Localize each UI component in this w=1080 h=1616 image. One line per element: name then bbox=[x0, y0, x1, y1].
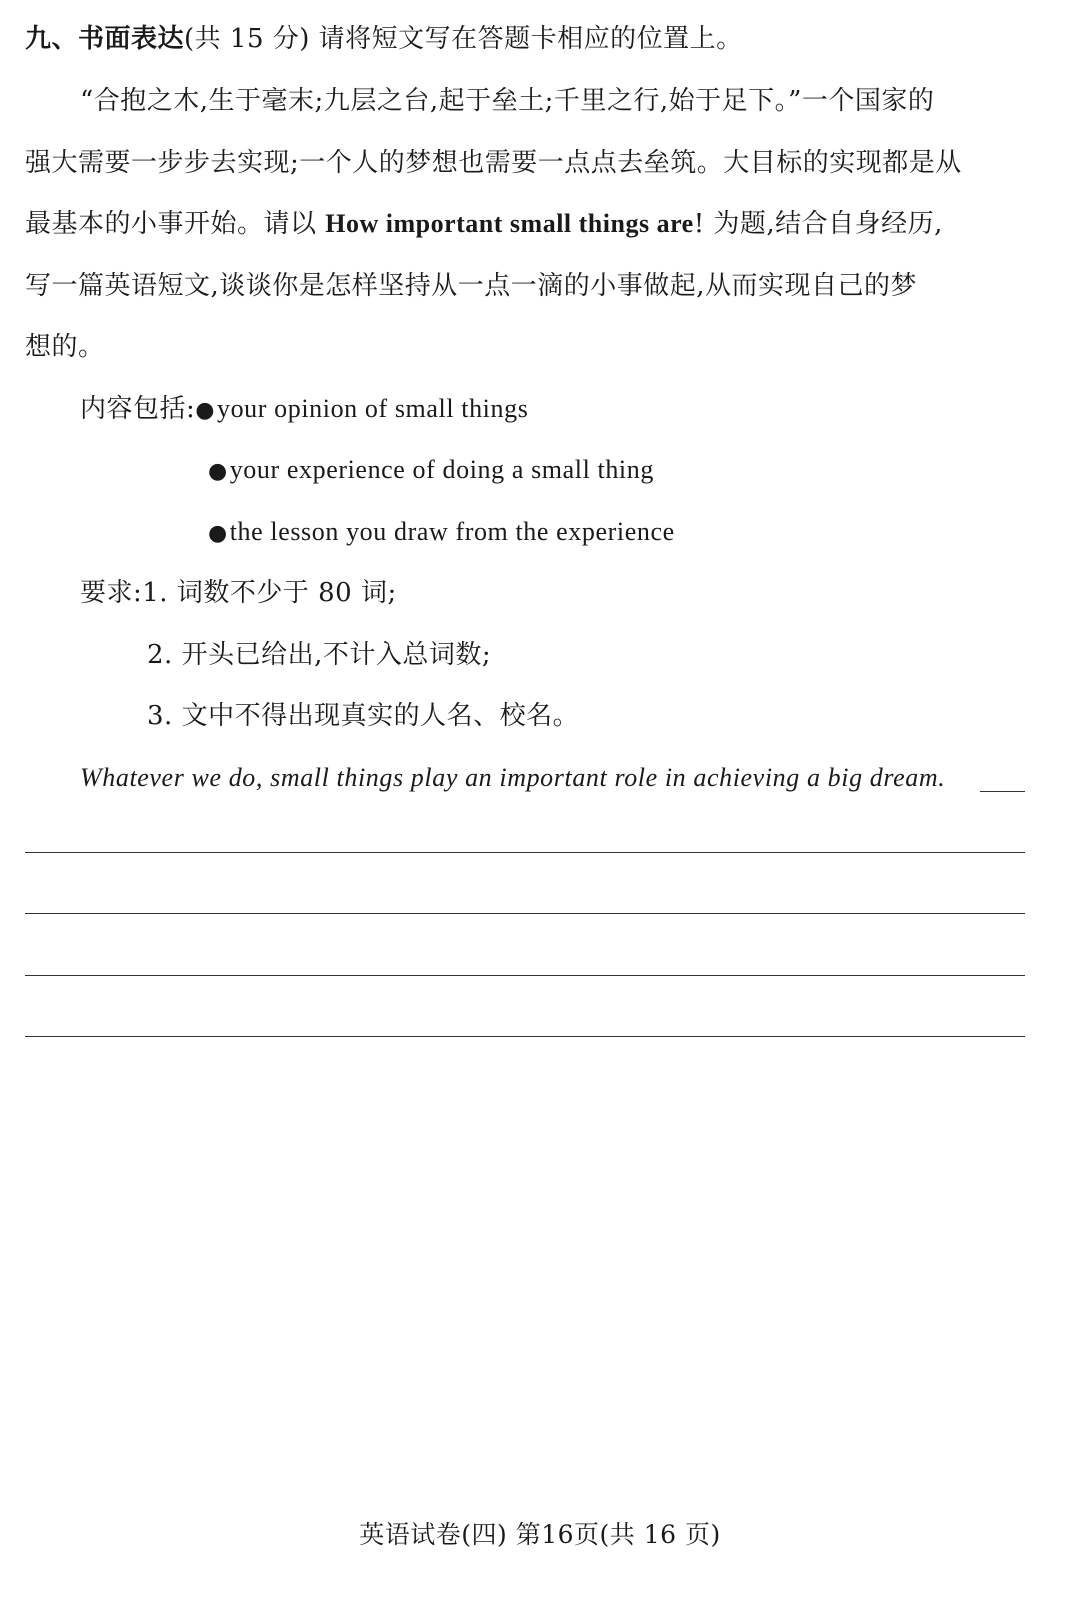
bullet-icon: ● bbox=[208, 521, 228, 546]
requirement-2: 2. 开头已给出,不计入总词数; bbox=[147, 640, 492, 670]
content-item: your experience of doing a small thing bbox=[229, 455, 654, 484]
content-item: the lesson you draw from the experience bbox=[229, 517, 675, 546]
bullet-icon: ● bbox=[195, 398, 215, 423]
bullet-icon: ● bbox=[208, 459, 228, 484]
section-number-title: 九、书面表达 bbox=[25, 24, 185, 54]
requirement-3: 3. 文中不得出现真实的人名、校名。 bbox=[147, 701, 580, 731]
content-point-2 bbox=[208, 453, 654, 489]
section-heading bbox=[25, 22, 743, 56]
opening-sentence: Whatever we do, small things play an important role in achieving a big dream. bbox=[80, 763, 946, 792]
content-item: your opinion of small things bbox=[216, 394, 529, 423]
content-point-1 bbox=[80, 392, 528, 428]
page-footer: 英语试卷(四) 第16页(共 16 页) bbox=[359, 1520, 721, 1549]
prompt-line-3-end: ! 为题,结合自身经历, bbox=[693, 209, 943, 239]
prompt-line-1: “合抱之木,生于毫末;九层之台,起于垒土;千里之行,始于足下。”一个国家的 bbox=[80, 86, 935, 116]
prompt-line-5: 想的。 bbox=[25, 332, 105, 362]
section-instruction: (共 15 分) 请将短文写在答题卡相应的位置上。 bbox=[184, 24, 743, 54]
content-label: 内容包括: bbox=[80, 394, 196, 424]
requirement-item: 1. 词数不少于 80 词; bbox=[142, 578, 397, 608]
prompt-line-4: 写一篇英语短文,谈谈你是怎样坚持从一点一滴的小事做起,从而实现自己的梦 bbox=[25, 271, 918, 301]
answer-line[interactable] bbox=[25, 975, 1025, 976]
requirements-label: 要求: bbox=[80, 578, 143, 608]
answer-line-start[interactable] bbox=[980, 791, 1025, 792]
prompt-line-3-start: 最基本的小事开始。请以 bbox=[25, 209, 326, 239]
content-point-3 bbox=[208, 515, 675, 551]
answer-line[interactable] bbox=[25, 1036, 1025, 1037]
essay-title: How important small things are bbox=[325, 209, 694, 238]
requirement-1 bbox=[80, 576, 397, 610]
answer-line[interactable] bbox=[25, 852, 1025, 853]
prompt-line-2: 强大需要一步步去实现;一个人的梦想也需要一点点去垒筑。大目标的实现都是从 bbox=[25, 148, 962, 178]
answer-line[interactable] bbox=[25, 913, 1025, 914]
prompt-line-3 bbox=[25, 207, 943, 241]
